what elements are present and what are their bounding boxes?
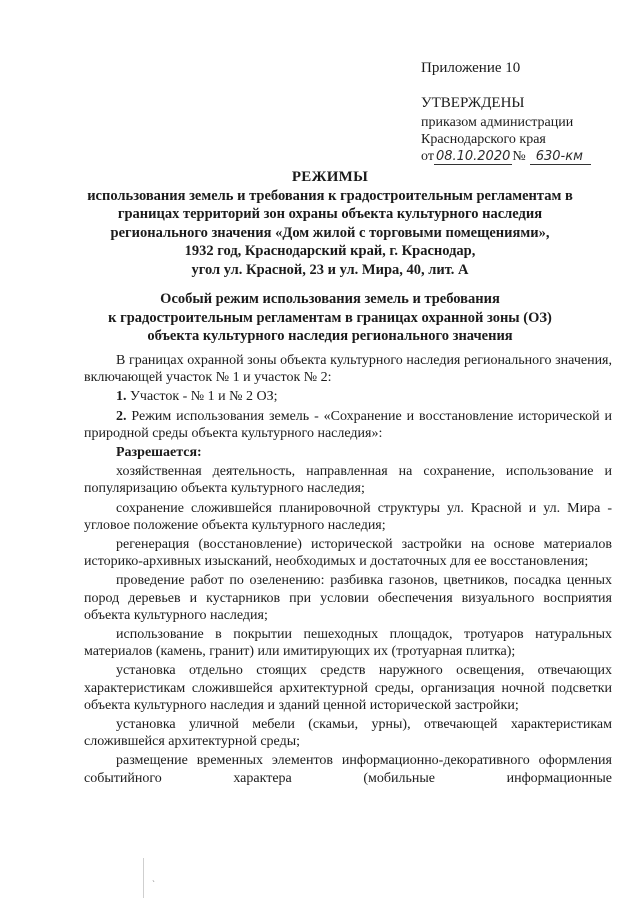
subtitle-line: Особый режим использования земель и требования — [160, 291, 500, 307]
item-1-number: 1. — [116, 389, 127, 405]
subtitle-line: объекта культурного наследия регионального значения — [147, 328, 513, 344]
allowed-heading: Разрешается: — [116, 445, 202, 461]
paragraph: установка отдельно стоящих средств наружного освещения, отвечающих характеристикам сложившейся архитектурной среды, организация ночной подсветки объекта культурного наследия и зданий ценной исторической застройки; — [84, 663, 612, 713]
title-main: РЕЖИМЫ — [291, 169, 369, 185]
paragraph: хозяйственная деятельность, направленная на сохранение, использование и популяризацию объекта культурного наследия; — [84, 464, 612, 497]
order-label: приказом администрации — [421, 115, 574, 130]
approved-label: УТВЕРЖДЕНЫ — [421, 95, 525, 111]
item-2-text: Режим использования земель - «Сохранение и восстановление исторической и природной среды объекта культурного наследия»: — [84, 408, 613, 441]
title-line: регионального значения «Дом жилой с торговыми помещениями», — [110, 224, 550, 241]
appendix-label: Приложение 10 — [421, 60, 521, 76]
item-1 — [84, 388, 612, 405]
paragraph: использование в покрытии пешеходных площадок, тротуаров натуральных материалов (камень, гранит) или имитирующих их (тротуарная плитка); — [84, 627, 612, 660]
paragraph: сохранение сложившейся планировочной структуры ул. Красной и ул. Мира - угловое положение объекта культурного наследия; — [84, 500, 612, 533]
order-date-line — [421, 148, 591, 165]
approval-block — [421, 95, 591, 165]
paragraph: проведение работ по озеленению: разбивка газонов, цветников, посадка ценных пород деревьев и кустарников при условии обеспечения визуального восприятия объекта культурного наследия; — [84, 573, 612, 623]
paragraph: регенерация (восстановление) исторической застройки на основе материалов историко-архивных изысканий, необходимых и достаточных для ее восстановления; — [84, 537, 612, 570]
scan-artifact-mark: ˎ — [152, 872, 155, 882]
paragraph: установка уличной мебели (скамьи, урны), отвечающей характеристикам сложившейся архитектурной среды; — [84, 717, 612, 750]
handwritten-number: 630-км — [530, 150, 591, 165]
title-line: границах территорий зон охраны объекта культурного наследия — [117, 206, 543, 222]
document-body — [84, 352, 612, 789]
from-label: от — [421, 149, 434, 164]
title-line: 1932 год, Краснодарский край, г. Краснодар, — [184, 243, 476, 259]
number-sign: № — [512, 149, 526, 164]
section-heading — [60, 290, 600, 346]
region-label: Краснодарского края — [421, 132, 546, 147]
subtitle-line: к градостроительным регламентам в границах охранной зоны (ОЗ) — [108, 309, 552, 326]
item-2-number: 2. — [116, 408, 127, 424]
paragraph: размещение временных элементов информационно-декоративного оформления событийного характера (мобильные информационные — [84, 753, 612, 786]
scan-margin-line — [143, 858, 144, 898]
title-line: угол ул. Красной, 23 и ул. Мира, 40, лит. А — [191, 261, 469, 278]
title-line: использования земель и требования к градостроительным регламентам в — [87, 187, 573, 204]
intro-paragraph: В границах охранной зоны объекта культурного наследия регионального значения, включающей участок № 1 и участок № 2: — [84, 353, 612, 386]
item-1-text: Участок - № 1 и № 2 ОЗ; — [130, 389, 278, 405]
item-2 — [84, 408, 612, 442]
document-title — [60, 168, 600, 279]
handwritten-date: 08.10.2020 — [435, 149, 511, 164]
